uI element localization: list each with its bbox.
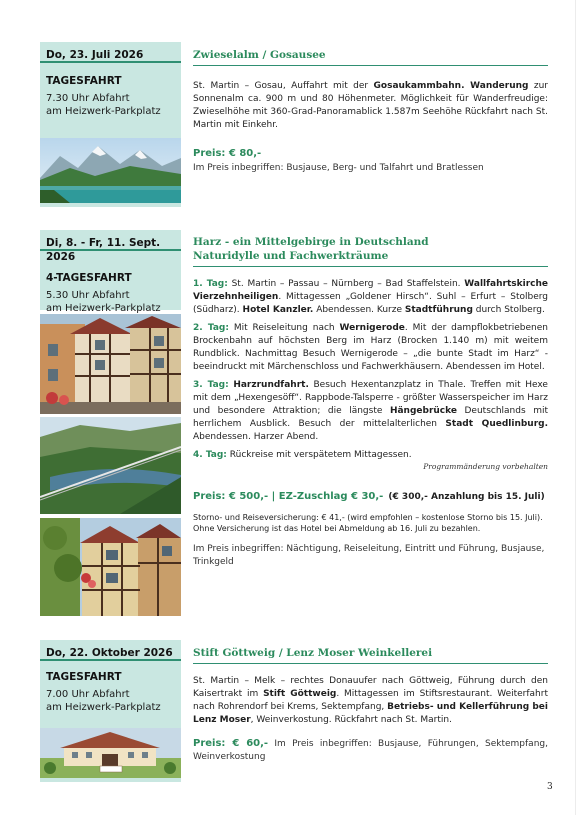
trip-price: Preis: € 60,- bbox=[193, 738, 269, 749]
deposit-info: (€ 300,- Anzahlung bis 15. Juli) bbox=[388, 492, 545, 502]
title-rule bbox=[193, 663, 548, 664]
departure-place: am Heizwerk-Parkplatz bbox=[46, 702, 161, 713]
divider bbox=[40, 249, 181, 251]
trip-info-panel bbox=[40, 230, 181, 314]
trip-title-line-1: Harz - ein Mittelgebirge in Deutschland bbox=[193, 236, 429, 248]
price-row bbox=[193, 484, 548, 504]
trip-title: Stift Göttweig / Lenz Moser Weinkellerei bbox=[193, 647, 433, 659]
day-3-description: 3. Tag: Harzrundfahrt. Besuch Hexentanzplatz in Thale. Treffen mit Hexe mit dem „Hexengesöff“. Rappbode-Talsperre - größter Wasserspeicher im Harz und besondere Attraktion; die längste Hängebrücke Deutschlands mit herrlichem Ausblick. Besuch der mittelalterlichen Stadt Quedlinburg. Abendessen. Harzer Abend. bbox=[193, 380, 548, 442]
day-4-text: Rückreise mit verspätetem Mittagessen. bbox=[229, 450, 412, 460]
departure-info bbox=[40, 688, 181, 714]
trip-kind: TAGESFAHRT bbox=[46, 671, 122, 683]
included-services: Im Preis inbegriffen: Busjause, Berg- und Talfahrt und Bratlessen bbox=[193, 163, 484, 173]
departure-place: am Heizwerk-Parkplatz bbox=[46, 106, 161, 117]
insurance-info: Storno- und Reiseversicherung: € 41,- (wird empfohlen – kostenlose Storno bis 15. Juli). Ohne Versicherung ist das Hotel bei Abmeldung ab 16. Juli zu bezahlen. bbox=[193, 513, 543, 533]
trip-harz bbox=[40, 230, 548, 621]
trip-kind: 4-TAGESFAHRT bbox=[46, 272, 132, 284]
trip-date: Do, 23. Juli 2026 bbox=[46, 49, 144, 61]
suspension-bridge-valley-photo bbox=[40, 417, 181, 514]
departure-place: am Heizwerk-Parkplatz bbox=[46, 303, 161, 314]
trip-description: St. Martin – Melk – rechtes Donauufer nach Göttweig, Führung durch den Kaisertrakt im Stift Göttweig. Mittagessen im Stiftsrestaurant. Weiterfahrt nach Rohrendorf bei Krems, Sektempfang, Betriebs- und Kellerführung bei Lenz Moser, Weinverkostung. Rückfahrt nach St. Martin. bbox=[193, 676, 548, 725]
day-2-description: 2. Tag: Mit Reiseleitung nach Wernigerode. Mit der dampflokbetriebenen Brockenbahn auf höchsten Berg im Harz (Brocken 1.140 m) mit weitem Rundblick. Nachmittag Besuch Wernigerode – „die bunte Stadt im Harz“ - beeindruckt mit Märchenschloss und Fachwerkhäusern. Abendessen im Hotel. bbox=[193, 323, 548, 372]
title-rule bbox=[193, 65, 548, 66]
half-timbered-houses-photo bbox=[40, 518, 181, 616]
trip-price: Preis: € 500,- | EZ-Zuschlag € 30,- bbox=[193, 491, 384, 502]
trip-title: Zwieselalm / Gosausee bbox=[193, 49, 326, 61]
departure-info bbox=[40, 289, 181, 315]
trip-title-line-2: Naturidylle und Fachwerkträume bbox=[193, 250, 389, 262]
departure-info bbox=[40, 92, 181, 118]
departure-time: 7.00 Uhr Abfahrt bbox=[46, 689, 130, 700]
departure-time: 7.30 Uhr Abfahrt bbox=[46, 93, 130, 104]
monastery-estate-photo bbox=[40, 728, 181, 778]
included-services: Im Preis inbegriffen: Busjause, Führungen, Sektempfang, Weinverkostung bbox=[193, 739, 548, 762]
page-number: 3 bbox=[547, 782, 553, 792]
day-1-description: 1. Tag: St. Martin – Passau – Nürnberg – Bad Staffelstein. Wallfahrtskirche Vierzehnheiligen. Mittagessen „Goldener Hirsch“. Suhl – Erfurt – Stolberg (Südharz). Hotel Kanzler. Abendessen. Kurze Stadtführung durch Stolberg. bbox=[193, 279, 548, 315]
trip-date: Do, 22. Oktober 2026 bbox=[46, 647, 173, 659]
trip-description: St. Martin – Gosau, Auffahrt mit der Gosaukammbahn. Wanderung zur Sonnenalm ca. 900 m und 80 Höhenmeter. Möglichkeit für Wanderfreudige: Zwieselhöhe mit 360-Grad-Panoramablick 1.587m Seehöhe Rückfahrt nach St. Martin mit Einkehr. bbox=[193, 81, 548, 130]
trip-kind: TAGESFAHRT bbox=[46, 75, 122, 87]
trip-price: Preis: € 80,- bbox=[193, 148, 262, 159]
price-row bbox=[193, 737, 548, 764]
trip-zwieselalm bbox=[40, 42, 548, 207]
trip-goettweig bbox=[40, 640, 548, 782]
trip-content bbox=[193, 48, 548, 175]
half-timbered-street-photo bbox=[40, 314, 181, 414]
included-services: Im Preis inbegriffen: Nächtigung, Reiseleitung, Eintritt und Führung, Busjause, Trinkgeld bbox=[193, 544, 545, 567]
day-4-description: 4. Tag: Rückreise mit verspätetem Mittagessen. bbox=[193, 450, 412, 460]
program-note: Programmänderung vorbehalten bbox=[423, 462, 548, 471]
alpine-lake-photo bbox=[40, 138, 181, 203]
trip-content bbox=[193, 646, 548, 764]
divider bbox=[40, 61, 181, 63]
trip-date: Di, 8. - Fr, 11. Sept. 2026 bbox=[46, 237, 161, 263]
trip-content bbox=[193, 235, 548, 569]
departure-time: 5.30 Uhr Abfahrt bbox=[46, 290, 130, 301]
divider bbox=[40, 659, 181, 661]
title-rule bbox=[193, 266, 548, 267]
